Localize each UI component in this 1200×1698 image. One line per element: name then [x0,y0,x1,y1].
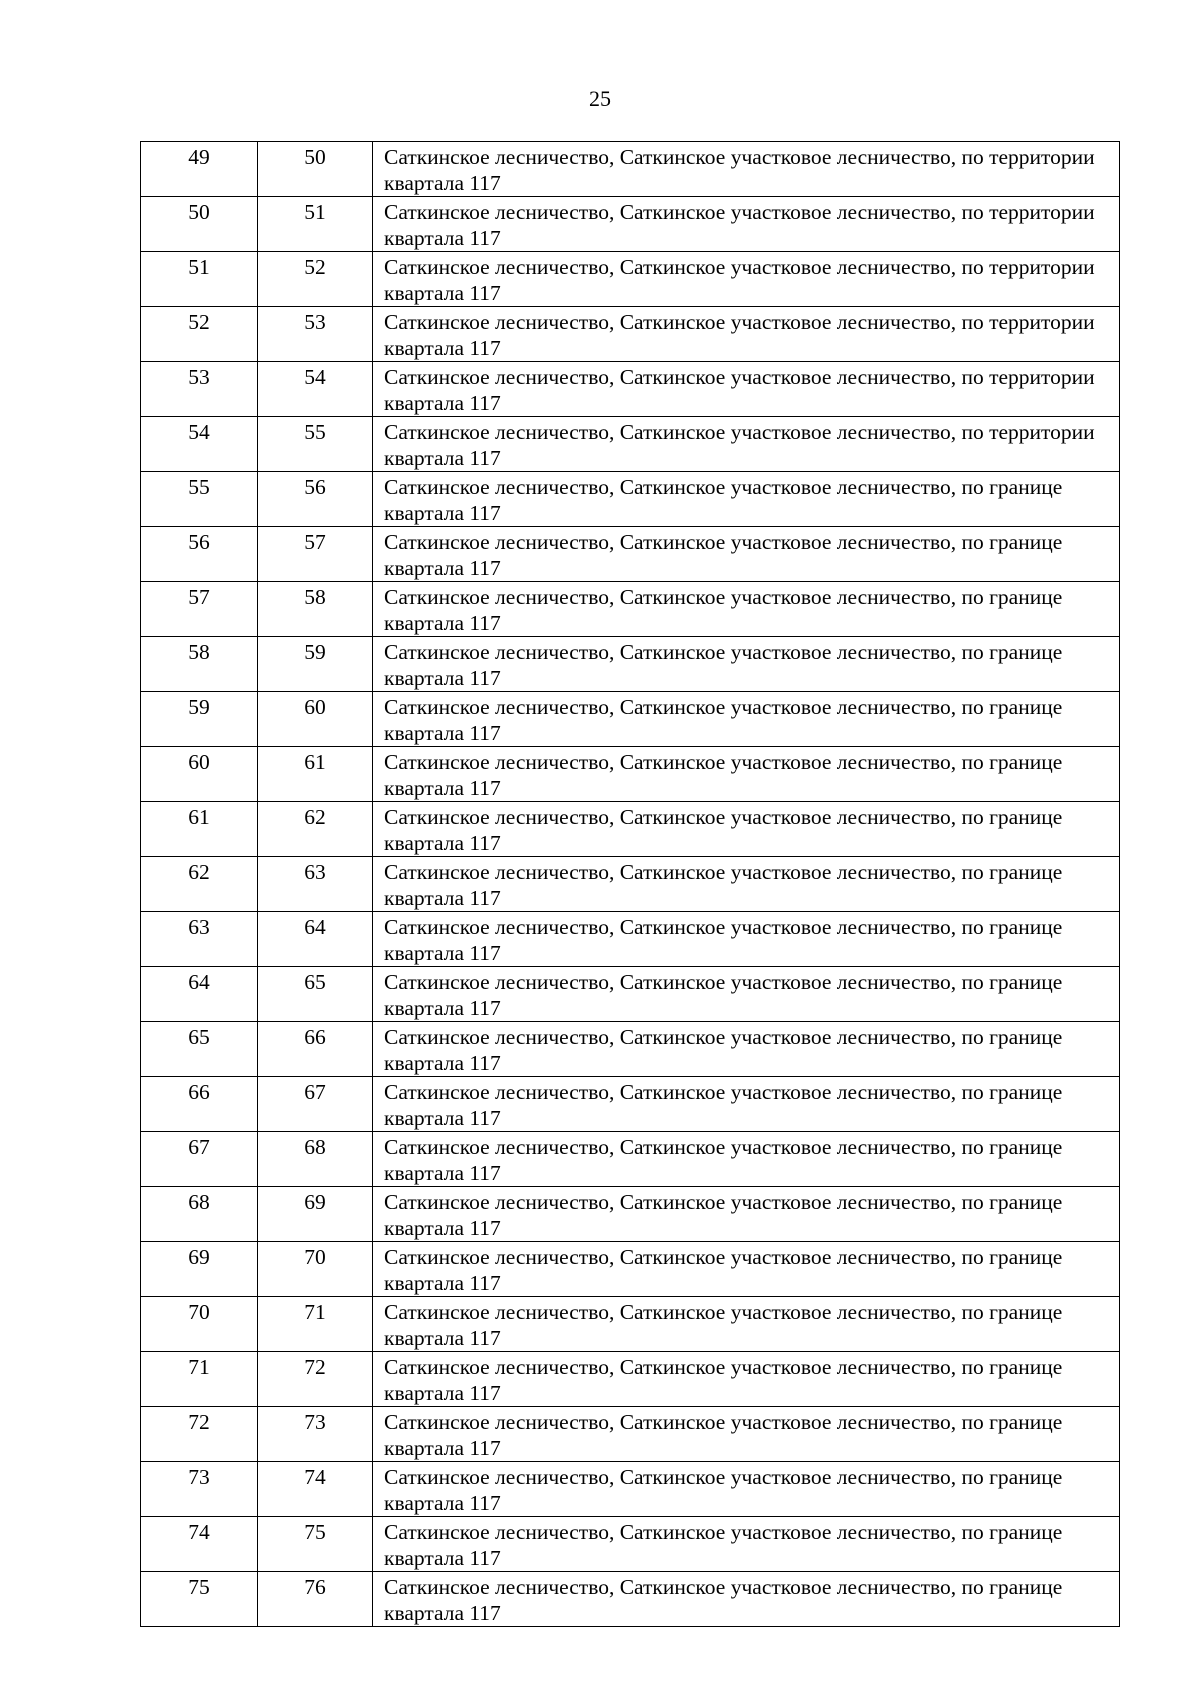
point-to-cell: 50 [258,142,373,197]
point-to-cell: 57 [258,527,373,582]
point-from-cell: 55 [141,472,258,527]
description-cell: Саткинское лесничество, Саткинское участковое лесничество, по территории квартала 117 [373,307,1120,362]
point-to-cell: 52 [258,252,373,307]
table-row [141,1407,1120,1462]
table-row [141,857,1120,912]
table-row [141,1022,1120,1077]
description-cell: Саткинское лесничество, Саткинское участковое лесничество, по территории квартала 117 [373,362,1120,417]
table-row [141,1132,1120,1187]
table-row [141,142,1120,197]
table-body [141,142,1120,1627]
point-to-cell: 65 [258,967,373,1022]
point-to-cell: 56 [258,472,373,527]
point-to-cell: 71 [258,1297,373,1352]
description-cell: Саткинское лесничество, Саткинское участковое лесничество, по границе квартала 117 [373,582,1120,637]
table-row [141,747,1120,802]
description-cell: Саткинское лесничество, Саткинское участковое лесничество, по территории квартала 117 [373,197,1120,252]
description-cell: Саткинское лесничество, Саткинское участковое лесничество, по границе квартала 117 [373,1517,1120,1572]
table-row [141,967,1120,1022]
description-cell: Саткинское лесничество, Саткинское участковое лесничество, по границе квартала 117 [373,857,1120,912]
point-from-cell: 67 [141,1132,258,1187]
point-from-cell: 49 [141,142,258,197]
point-to-cell: 53 [258,307,373,362]
point-to-cell: 54 [258,362,373,417]
point-from-cell: 59 [141,692,258,747]
point-from-cell: 70 [141,1297,258,1352]
description-cell: Саткинское лесничество, Саткинское участковое лесничество, по территории квартала 117 [373,142,1120,197]
table-row [141,1462,1120,1517]
table-row [141,417,1120,472]
point-from-cell: 61 [141,802,258,857]
point-from-cell: 58 [141,637,258,692]
description-cell: Саткинское лесничество, Саткинское участковое лесничество, по границе квартала 117 [373,472,1120,527]
point-from-cell: 73 [141,1462,258,1517]
description-cell: Саткинское лесничество, Саткинское участковое лесничество, по границе квартала 117 [373,1077,1120,1132]
point-to-cell: 62 [258,802,373,857]
table-row [141,362,1120,417]
point-to-cell: 74 [258,1462,373,1517]
description-cell: Саткинское лесничество, Саткинское участковое лесничество, по границе квартала 117 [373,1132,1120,1187]
description-cell: Саткинское лесничество, Саткинское участковое лесничество, по границе квартала 117 [373,1242,1120,1297]
description-cell: Саткинское лесничество, Саткинское участковое лесничество, по границе квартала 117 [373,1572,1120,1627]
point-from-cell: 64 [141,967,258,1022]
description-cell: Саткинское лесничество, Саткинское участковое лесничество, по границе квартала 117 [373,527,1120,582]
point-to-cell: 69 [258,1187,373,1242]
point-to-cell: 58 [258,582,373,637]
point-from-cell: 51 [141,252,258,307]
point-to-cell: 59 [258,637,373,692]
description-cell: Саткинское лесничество, Саткинское участковое лесничество, по границе квартала 117 [373,637,1120,692]
point-from-cell: 72 [141,1407,258,1462]
table-row [141,692,1120,747]
description-cell: Саткинское лесничество, Саткинское участковое лесничество, по границе квартала 117 [373,692,1120,747]
description-cell: Саткинское лесничество, Саткинское участковое лесничество, по границе квартала 117 [373,1407,1120,1462]
point-from-cell: 66 [141,1077,258,1132]
point-to-cell: 60 [258,692,373,747]
point-from-cell: 71 [141,1352,258,1407]
table-row [141,197,1120,252]
point-from-cell: 56 [141,527,258,582]
point-to-cell: 61 [258,747,373,802]
point-to-cell: 70 [258,1242,373,1297]
table-row [141,1242,1120,1297]
point-from-cell: 57 [141,582,258,637]
point-to-cell: 75 [258,1517,373,1572]
point-to-cell: 51 [258,197,373,252]
point-to-cell: 64 [258,912,373,967]
description-cell: Саткинское лесничество, Саткинское участковое лесничество, по границе квартала 117 [373,1352,1120,1407]
page-number: 25 [589,86,611,111]
table-row [141,912,1120,967]
boundary-table [140,141,1120,1627]
description-cell: Саткинское лесничество, Саткинское участковое лесничество, по границе квартала 117 [373,1297,1120,1352]
table-row [141,1352,1120,1407]
description-cell: Саткинское лесничество, Саткинское участковое лесничество, по границе квартала 117 [373,802,1120,857]
point-from-cell: 65 [141,1022,258,1077]
point-to-cell: 76 [258,1572,373,1627]
point-from-cell: 54 [141,417,258,472]
table-row [141,582,1120,637]
point-to-cell: 68 [258,1132,373,1187]
table-row [141,527,1120,582]
point-from-cell: 69 [141,1242,258,1297]
table-row [141,472,1120,527]
description-cell: Саткинское лесничество, Саткинское участковое лесничество, по границе квартала 117 [373,1462,1120,1517]
description-cell: Саткинское лесничество, Саткинское участковое лесничество, по границе квартала 117 [373,747,1120,802]
point-from-cell: 63 [141,912,258,967]
table-row [141,1187,1120,1242]
description-cell: Саткинское лесничество, Саткинское участковое лесничество, по границе квартала 117 [373,1022,1120,1077]
point-from-cell: 53 [141,362,258,417]
table-row [141,307,1120,362]
table-row [141,1517,1120,1572]
point-to-cell: 72 [258,1352,373,1407]
description-cell: Саткинское лесничество, Саткинское участковое лесничество, по границе квартала 117 [373,1187,1120,1242]
table-row [141,637,1120,692]
description-cell: Саткинское лесничество, Саткинское участковое лесничество, по территории квартала 117 [373,417,1120,472]
point-to-cell: 67 [258,1077,373,1132]
point-to-cell: 63 [258,857,373,912]
point-to-cell: 55 [258,417,373,472]
table-row [141,802,1120,857]
point-from-cell: 60 [141,747,258,802]
table-row [141,1572,1120,1627]
point-to-cell: 66 [258,1022,373,1077]
description-cell: Саткинское лесничество, Саткинское участковое лесничество, по границе квартала 117 [373,967,1120,1022]
point-from-cell: 50 [141,197,258,252]
point-from-cell: 74 [141,1517,258,1572]
description-cell: Саткинское лесничество, Саткинское участковое лесничество, по территории квартала 117 [373,252,1120,307]
point-to-cell: 73 [258,1407,373,1462]
table-row [141,1297,1120,1352]
point-from-cell: 68 [141,1187,258,1242]
point-from-cell: 75 [141,1572,258,1627]
table-row [141,252,1120,307]
point-from-cell: 62 [141,857,258,912]
description-cell: Саткинское лесничество, Саткинское участковое лесничество, по границе квартала 117 [373,912,1120,967]
point-from-cell: 52 [141,307,258,362]
table-row [141,1077,1120,1132]
